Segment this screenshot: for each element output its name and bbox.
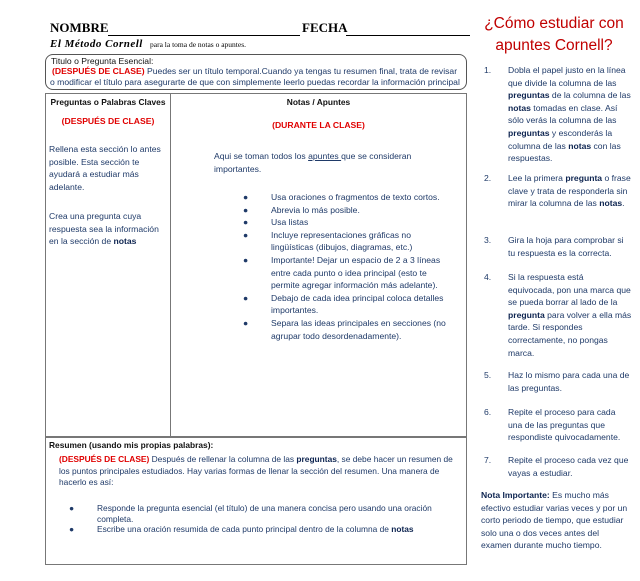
step-text-segment: Haz lo mismo para cada una de las preguntas. [508, 370, 630, 393]
step-number: 3. [484, 235, 492, 245]
step-number: 2. [484, 173, 492, 183]
step-text-segment: . [622, 198, 625, 209]
title-box[interactable] [45, 54, 467, 90]
p2-bold: notas [113, 236, 137, 247]
notes-bullet-text: Abrevia lo más posible. [271, 204, 360, 215]
summary-bullet [69, 503, 457, 524]
notes-bullet [243, 191, 449, 204]
title-instructions-2: o modificar el título para asegurarte de que con simplemente leerlo puedas recordar la información principal [50, 77, 460, 87]
notes-bullet [243, 254, 449, 292]
notes-bullet-text: Usa oraciones o fragmentos de texto cortos. [271, 192, 440, 202]
summary-bullet-text: Responde la pregunta esencial (el título) de una manera concisa pero usando una oración completa. [97, 503, 432, 524]
summary-instructions [59, 454, 459, 489]
note-text: Es mucho más efectivo estudiar varias veces y por un corto periodo de tiempo, que estudiar solo una o dos veces antes del examen durante mucho tiempo. [481, 490, 628, 551]
name-field-line[interactable] [108, 21, 300, 36]
intro-text: Aqui se toman todos los [214, 151, 309, 161]
notes-header: Notas / Apuntes [286, 97, 351, 107]
step-bold-term: notas [508, 102, 531, 113]
date-field-line[interactable] [346, 21, 470, 36]
notes-table [45, 93, 467, 438]
summary-tag: (DESPUÉS DE CLASE) [59, 454, 150, 464]
notes-bullet [243, 216, 449, 229]
notes-bullet-text: Separa las ideas principales en secciones (no agrupar todo desordenadamente). [271, 317, 446, 341]
questions-paragraph-1: Rellena esta sección lo antes posible. Esta sección te ayudará a estudiar más adelante. [49, 144, 161, 192]
guide-steps [484, 64, 636, 484]
notes-bullet-text: Usa listas [271, 217, 309, 228]
summary-bullet-bold: notas [391, 524, 414, 534]
step-number: 1. [484, 65, 492, 75]
notes-intro [214, 150, 434, 175]
summary-bullet [69, 524, 457, 535]
step-text [508, 369, 632, 394]
summary-box[interactable] [45, 436, 467, 565]
name-label: NOMBRE [50, 20, 109, 35]
notes-bullet [243, 292, 449, 317]
method-title: El Método Cornell [50, 38, 143, 50]
notes-bullet [243, 317, 449, 342]
summary-text-1: Después de rellenar la columna de las [149, 454, 297, 464]
bullet-dot-icon: ● [69, 503, 75, 513]
p2-text: Crea una pregunta cuya respuesta sea la información en la sección de [49, 211, 159, 247]
step-text [508, 234, 632, 259]
step-bold-term: pregunta [508, 309, 545, 320]
step-text-segment: Gira la hoja para comprobar si tu respuesta es la correcta. [508, 235, 624, 258]
step-text-segment: Si la respuesta está equivocada, pon una marca que se pueda borrar al lado de la [508, 272, 631, 308]
after-class-tag: (DESPUÉS DE CLASE) [52, 66, 145, 76]
title-label: Titulo o Pregunta Esencial: [51, 56, 154, 66]
summary-bold: preguntas [296, 454, 337, 464]
step-bold-term: pregunta [565, 173, 603, 183]
step-text-segment: con las respuestas. [508, 140, 621, 164]
notes-bullet [243, 229, 449, 254]
guide-note [481, 489, 631, 552]
step-text-segment: o frase clave y trata de responderla sin mirar la columna de las [508, 173, 631, 209]
bullet-dot-icon: ● [243, 317, 249, 328]
method-subtitle: para la toma de notas o apuntes. [150, 40, 247, 49]
bullet-dot-icon: ● [69, 524, 75, 534]
step-text-segment: Dobla el papel justo en la línea que divide la columna de las [508, 65, 626, 88]
bullet-dot-icon: ● [243, 204, 249, 215]
step-text-segment: de la columna de las [549, 90, 631, 101]
step-text [508, 64, 632, 165]
apuntes-link: apuntes [308, 151, 342, 161]
notes-bullet-text: Debajo de cada idea principal coloca detalles importantes. [271, 292, 444, 316]
summary-text-2: , se debe hacer un resumen de los puntos principales estudiados. Hay varias formas de llenar la sección del resumen. Una manera de hacerlo es así: [59, 454, 453, 487]
step-text-segment: Lee la primera [508, 173, 566, 183]
title-instructions-1 [52, 66, 457, 76]
notes-tag: (DURANTE LA CLASE) [272, 120, 365, 130]
step-number: 4. [484, 272, 492, 282]
summary-header: Resumen (usando mis propias palabras): [49, 440, 214, 450]
step-text [508, 406, 632, 444]
summary-bullet-list [69, 503, 457, 535]
notes-bullet-list [243, 191, 449, 342]
notes-bullet-text: Importante! Dejar un espacio de 2 a 3 líneas entre cada punto o idea principal (esto te permite agregar información más adelante). [271, 254, 441, 291]
notes-bullet-text: Incluye representaciones gráficas no lingüísticas (dibujos, diagramas, etc.) [271, 229, 413, 253]
step-text [508, 271, 632, 359]
guide-title: ¿Cómo estudiar con apuntes Cornell? [484, 15, 624, 54]
step-bold-term: preguntas [508, 127, 550, 138]
intro-text-2: que se consideran importantes. [214, 151, 412, 174]
step-bold-term: notas [568, 140, 592, 151]
bullet-dot-icon: ● [243, 229, 249, 240]
bullet-dot-icon: ● [243, 254, 249, 265]
summary-bullet-text: Escribe una oración resumida de cada punto principal dentro de la columna de [97, 524, 392, 534]
step-bold-term: notas [599, 198, 623, 209]
step-number: 6. [484, 407, 492, 417]
step-text [508, 454, 632, 479]
date-label: FECHA [302, 20, 348, 35]
step-number: 7. [484, 455, 492, 465]
bullet-dot-icon: ● [243, 292, 249, 303]
notes-bullet [243, 204, 449, 217]
step-text-segment: tomadas en clase. Así sólo verás la columna de las [508, 102, 618, 126]
step-text [508, 172, 632, 210]
note-label: Nota Importante: [481, 490, 550, 500]
step-text-segment: Repite el proceso cada vez que vayas a estudiar. [508, 455, 629, 478]
step-text-segment: para volver a ella más tarde. Si respondes correctamente, no pongas marca. [508, 309, 632, 358]
bullet-dot-icon: ● [243, 217, 249, 228]
questions-paragraph-2 [49, 210, 167, 248]
questions-tag: (DESPUÉS DE CLASE) [61, 116, 155, 126]
step-bold-term: preguntas [508, 90, 550, 101]
questions-header: Preguntas o Palabras Claves [50, 97, 166, 107]
step-text-segment: Repite el proceso para cada una de las preguntas que respondiste quivocadamente. [508, 407, 621, 443]
step-text-segment: y esconderás la columna de las [508, 127, 613, 151]
bullet-dot-icon: ● [243, 192, 249, 202]
title-text-1: Puedes ser un título temporal.Cuando ya tengas tu resumen final, trata de revisar [144, 66, 458, 76]
step-number: 5. [484, 370, 492, 380]
